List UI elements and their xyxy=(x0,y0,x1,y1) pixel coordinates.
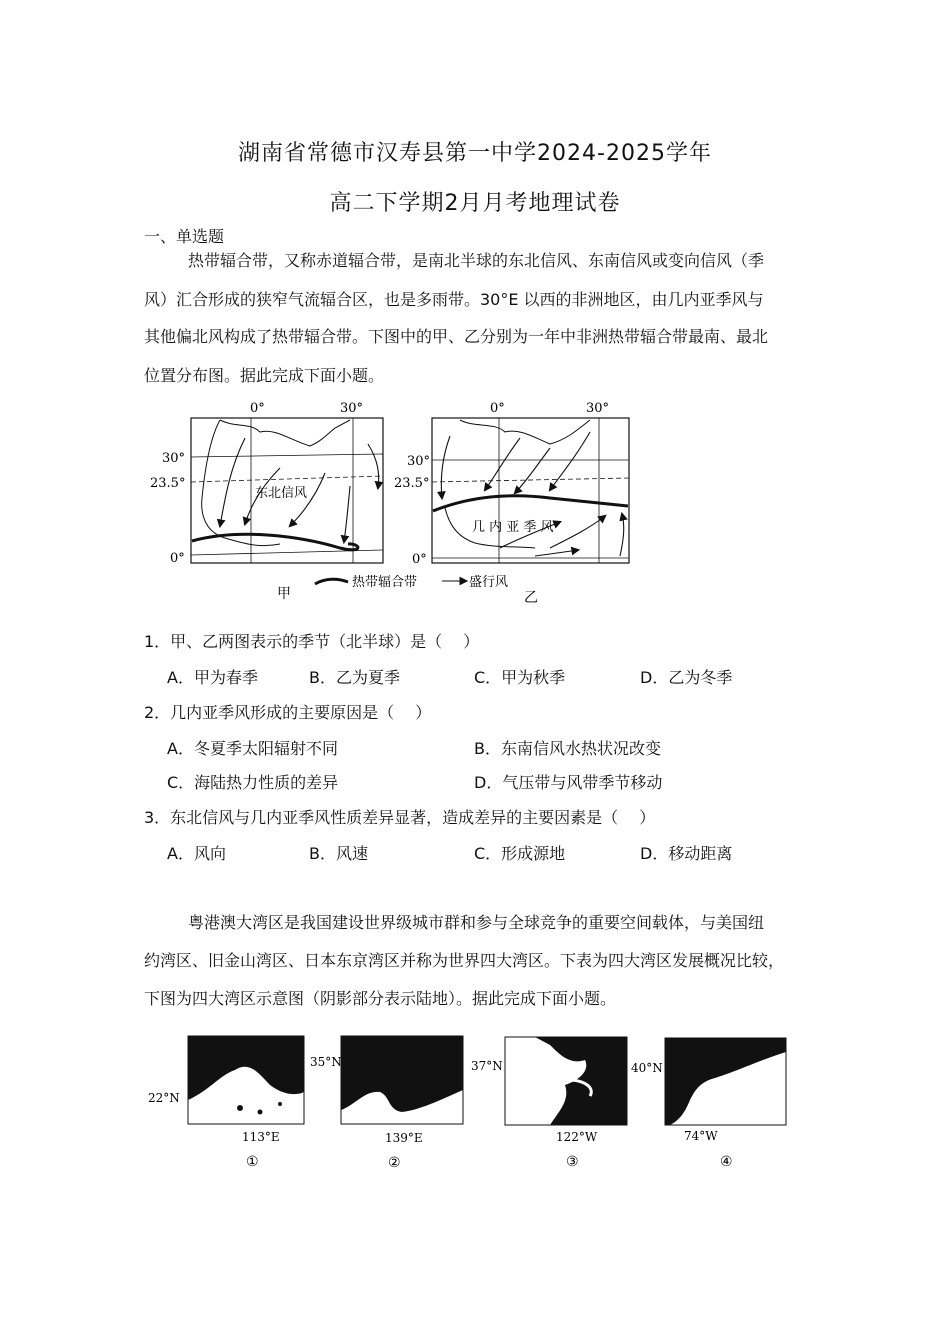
passage-line: 位置分布图。据此完成下面小题。 xyxy=(144,366,385,385)
wind-arrow xyxy=(620,514,624,556)
map-b xyxy=(394,401,629,606)
itcz-line xyxy=(192,534,358,549)
lon-label: 74°W xyxy=(684,1129,718,1143)
lon-label: 30° xyxy=(340,401,364,416)
option-item[interactable]: C．海陆热力性质的差异 xyxy=(167,773,339,792)
option-item[interactable]: A．甲为春季 xyxy=(167,668,258,687)
bay-map-3 xyxy=(471,1037,627,1170)
map-caption: 甲 xyxy=(277,586,291,602)
lon-label: 122°W xyxy=(556,1130,598,1144)
map-number: ① xyxy=(246,1154,259,1170)
question-stem: 3．东北信风与几内亚季风性质差异显著，造成差异的主要因素是（ ） xyxy=(144,808,656,827)
option-item[interactable]: C．形成源地 xyxy=(474,844,566,863)
wind-arrow xyxy=(368,444,379,488)
passage-line: 粤港澳大湾区是我国建设世界级城市群和参与全球竞争的重要空间载体，与美国纽 xyxy=(188,913,765,932)
option-item[interactable]: A．风向 xyxy=(167,844,226,863)
wind-arrow xyxy=(344,486,350,542)
wind-arrow xyxy=(220,438,245,526)
coastline xyxy=(202,420,280,546)
lon-label: 30° xyxy=(586,401,610,416)
map-number: ③ xyxy=(566,1154,579,1170)
wind-arrow xyxy=(441,436,450,498)
latitude-30-line xyxy=(191,454,383,457)
lat-label: 30° xyxy=(407,454,431,469)
option-item[interactable]: B．东南信风水热状况改变 xyxy=(474,739,661,758)
island xyxy=(278,1102,282,1106)
island xyxy=(258,1110,263,1115)
lon-label: 0° xyxy=(250,401,265,416)
question-stem: 2．几内亚季风形成的主要原因是（ ） xyxy=(144,703,432,722)
bay-map-1 xyxy=(148,1036,304,1170)
lat-label: 30° xyxy=(162,451,186,466)
section-heading: 一、单选题 xyxy=(144,227,225,246)
map-b-frame xyxy=(432,418,629,563)
lat-label: 0° xyxy=(170,551,185,566)
page-title-line1: 湖南省常德市汉寿县第一中学2024-2025学年 xyxy=(238,141,712,166)
lon-label: 139°E xyxy=(385,1131,423,1145)
option-item[interactable]: A．冬夏季太阳辐射不同 xyxy=(167,739,338,758)
wind-arrow xyxy=(485,438,520,490)
tropic-line xyxy=(432,478,629,482)
passage-line: 约湾区、旧金山湾区、日本东京湾区并称为世界四大湾区。下表为四大湾区发展概况比较， xyxy=(144,951,785,970)
map-caption: 乙 xyxy=(524,590,538,606)
option-item[interactable]: D．气压带与风带季节移动 xyxy=(474,773,663,792)
lat-label: 23.5° xyxy=(150,476,186,491)
wind-label: 几 内 亚 季 风 xyxy=(472,520,554,535)
option-item[interactable]: D．乙为冬季 xyxy=(640,668,733,687)
page-title-line2: 高二下学期2月月考地理试卷 xyxy=(329,191,621,216)
lat-label: 40°N xyxy=(631,1061,663,1075)
passage-line: 其他偏北风构成了热带辐合带。下图中的甲、乙分别为一年中非洲热带辐合带最南、最北 xyxy=(144,327,769,346)
wind-arrow xyxy=(550,516,605,548)
lon-label: 113°E xyxy=(242,1130,280,1144)
map-number: ④ xyxy=(720,1154,733,1170)
island xyxy=(237,1105,243,1111)
option-item[interactable]: B．风速 xyxy=(309,844,368,863)
option-item[interactable]: B．乙为夏季 xyxy=(309,668,400,687)
lat-label: 37°N xyxy=(471,1059,503,1073)
bay-map-4 xyxy=(631,1038,786,1170)
wind-arrow xyxy=(550,432,590,490)
map-a xyxy=(150,401,383,602)
passage-line: 风）汇合形成的狭窄气流辐合区，也是多雨带。30°E 以西的非洲地区，由几内亚季风与 xyxy=(144,290,764,309)
map-number: ② xyxy=(388,1155,401,1171)
passage-line: 下图为四大湾区示意图（阴影部分表示陆地）。据此完成下面小题。 xyxy=(144,989,617,1008)
question-stem: 1．甲、乙两图表示的季节（北半球）是（ ） xyxy=(144,632,480,651)
bay-maps-figure xyxy=(140,1030,810,1175)
wind-arrow xyxy=(535,550,578,556)
lon-label: 0° xyxy=(490,401,505,416)
option-item[interactable]: D．移动距离 xyxy=(640,844,733,863)
legend-itcz-label: 热带辐合带 xyxy=(352,575,418,590)
legend-itcz-symbol xyxy=(315,579,348,584)
lat-label: 0° xyxy=(412,552,427,567)
lat-label: 23.5° xyxy=(394,476,430,491)
wind-label: 东北信风 xyxy=(255,486,308,501)
coastline xyxy=(220,420,350,446)
option-item[interactable]: C．甲为秋季 xyxy=(474,668,566,687)
bay-map-2 xyxy=(310,1036,463,1171)
lat-label: 22°N xyxy=(148,1091,180,1105)
itcz-figure xyxy=(150,398,650,608)
legend-wind-label: 盛行风 xyxy=(469,575,509,590)
figure-legend xyxy=(315,574,508,590)
coastline xyxy=(460,420,590,444)
tropic-line xyxy=(191,476,383,482)
wind-arrow xyxy=(515,448,550,493)
lat-label: 35°N xyxy=(310,1055,342,1069)
passage-line: 热带辐合带，又称赤道辐合带，是南北半球的东北信风、东南信风或变向信风（季 xyxy=(188,251,765,270)
